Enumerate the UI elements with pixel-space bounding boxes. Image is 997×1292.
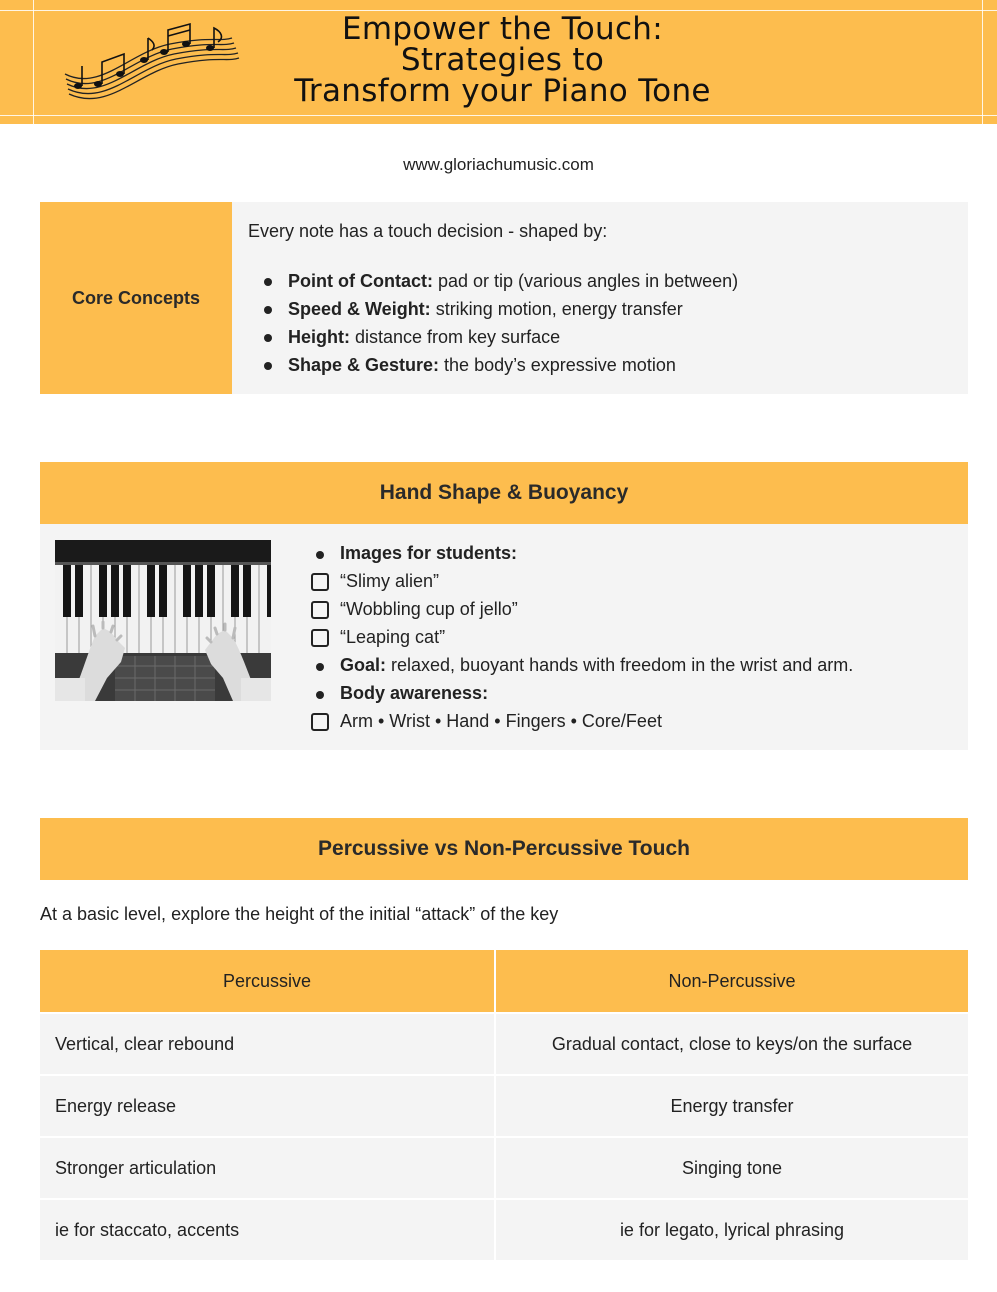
hand-shape-heading: Hand Shape & Buoyancy	[40, 462, 968, 524]
table-cell: Energy transfer	[496, 1076, 968, 1136]
list-item-text: striking motion, energy transfer	[430, 299, 683, 319]
table-cell: Singing tone	[496, 1138, 968, 1198]
title-line-3: Transform your Piano Tone	[294, 73, 711, 109]
list-item	[262, 351, 738, 379]
list-item-text: the body’s expressive motion	[439, 355, 676, 375]
percussive-heading: Percussive vs Non-Percussive Touch	[40, 818, 968, 880]
list-item-text: relaxed, buoyant hands with freedom in the wrist and arm.	[386, 655, 854, 675]
bullet-icon	[264, 334, 272, 342]
core-concepts-label: Core Concepts	[40, 202, 232, 394]
list-item-text: pad or tip (various angles in between)	[432, 271, 739, 291]
list-item	[310, 679, 853, 707]
list-item-text: “Slimy alien”	[340, 571, 440, 591]
bullet-icon	[316, 551, 324, 559]
bullet-icon	[316, 691, 324, 699]
list-item-term: Shape & Gesture:	[288, 355, 440, 375]
column-header-percussive: Percussive	[40, 950, 494, 1012]
list-item	[262, 323, 738, 351]
checklist-item	[310, 567, 853, 595]
checklist-item	[310, 623, 853, 651]
core-concepts-panel	[40, 202, 968, 394]
table-header-row	[40, 950, 968, 1012]
title-line-1: Empower the Touch:	[341, 11, 663, 47]
title-line-2: Strategies to	[400, 42, 605, 78]
checkbox-icon[interactable]	[311, 713, 329, 731]
list-item	[262, 295, 738, 323]
table-cell: Energy release	[40, 1076, 494, 1136]
page-title	[250, 11, 755, 109]
table-cell: Vertical, clear rebound	[40, 1014, 494, 1074]
list-item	[262, 267, 738, 295]
list-item-term: Point of Contact:	[288, 271, 433, 291]
table-cell: ie for staccato, accents	[40, 1200, 494, 1260]
hand-shape-list	[310, 539, 853, 735]
bullet-icon	[264, 306, 272, 314]
header-rule-left	[33, 0, 34, 124]
list-item-term: Height:	[288, 327, 350, 347]
percussive-intro: At a basic level, explore the height of the initial “attack” of the key	[40, 904, 559, 924]
table-cell: ie for legato, lyrical phrasing	[496, 1200, 968, 1260]
list-item	[310, 651, 853, 679]
piano-hands-photo	[55, 540, 271, 701]
table-cell: Stronger articulation	[40, 1138, 494, 1198]
hand-shape-panel	[40, 524, 968, 750]
bullet-icon	[264, 362, 272, 370]
list-item-term: Images for students:	[340, 543, 518, 563]
checkbox-icon[interactable]	[311, 601, 329, 619]
core-concepts-list	[262, 267, 738, 379]
checklist-item	[310, 707, 853, 735]
header-banner	[0, 0, 997, 124]
checkbox-icon[interactable]	[311, 629, 329, 647]
bullet-icon	[316, 663, 324, 671]
table-row	[40, 1198, 968, 1260]
list-item-text: distance from key surface	[350, 327, 561, 347]
header-rule-right	[982, 0, 983, 124]
list-item-text: “Wobbling cup of jello”	[340, 599, 518, 619]
table-row	[40, 1136, 968, 1198]
list-item-term: Speed & Weight:	[288, 299, 431, 319]
column-header-non-percussive: Non-Percussive	[496, 950, 968, 1012]
table-row	[40, 1012, 968, 1074]
bullet-icon	[264, 278, 272, 286]
list-item-text: “Leaping cat”	[340, 627, 446, 647]
list-item-text: Arm • Wrist • Hand • Fingers • Core/Feet	[340, 711, 662, 731]
touch-comparison-table	[40, 950, 968, 1260]
website-link[interactable]: www.gloriachumusic.com	[403, 155, 594, 174]
checkbox-icon[interactable]	[311, 573, 329, 591]
table-row	[40, 1074, 968, 1136]
core-concepts-intro: Every note has a touch decision - shaped by:	[248, 221, 608, 241]
list-item	[310, 539, 853, 567]
table-cell: Gradual contact, close to keys/on the surface	[496, 1014, 968, 1074]
list-item-term: Body awareness:	[340, 683, 489, 703]
music-notes-icon	[60, 22, 240, 112]
list-item-term: Goal:	[340, 655, 387, 675]
header-rule-bottom	[0, 115, 997, 116]
checklist-item	[310, 595, 853, 623]
